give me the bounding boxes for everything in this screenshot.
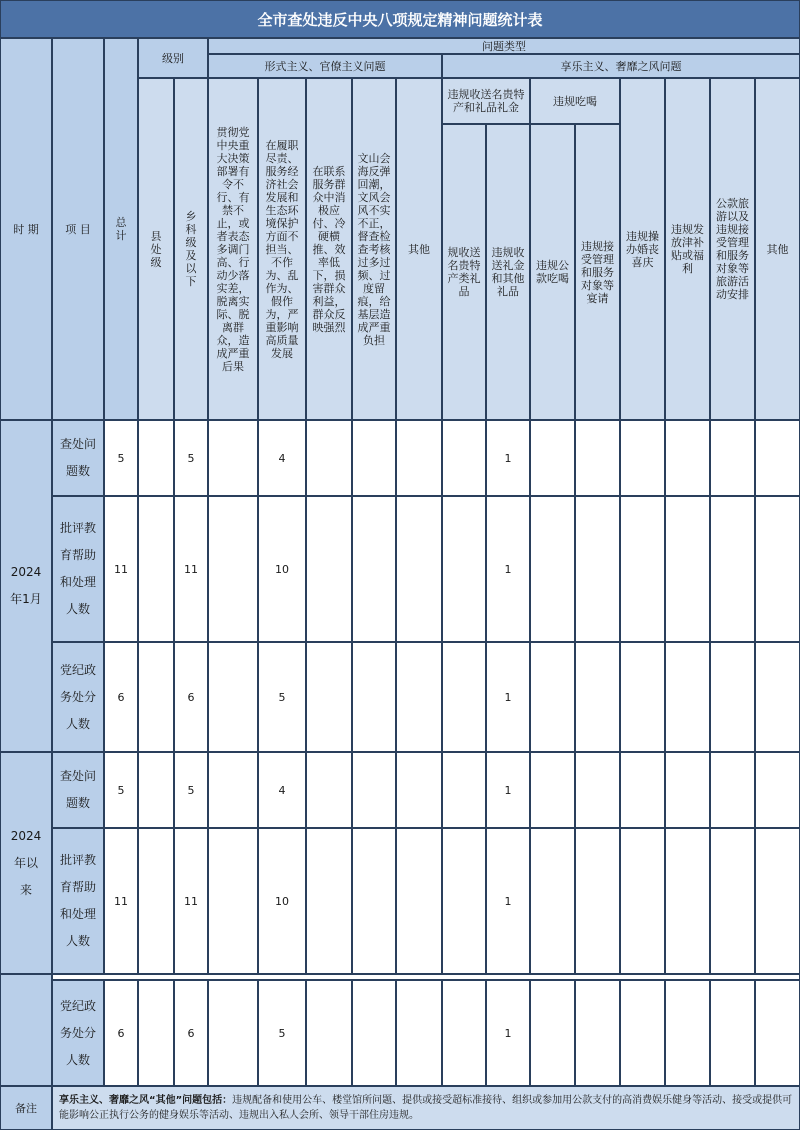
header-hedonism-5-text: 公款旅游以及违规接受管理和服务对象等旅游活动安排 — [716, 197, 749, 301]
cell-township — [174, 420, 208, 496]
table-cell — [396, 496, 442, 642]
table-cell — [306, 980, 352, 1086]
row-item-label-text: 查处问题数 — [60, 769, 97, 810]
header-dining-2 — [575, 124, 620, 420]
note-text — [59, 1093, 793, 1123]
header-hedonism — [442, 54, 800, 78]
table-cell — [710, 980, 755, 1086]
table-cell — [665, 828, 710, 974]
table-cell — [575, 752, 620, 828]
cell-total-text: 5 — [117, 451, 125, 465]
table-cell-text: 1 — [504, 1026, 512, 1040]
header-formalism-text: 形式主义、官僚主义问题 — [264, 59, 386, 73]
header-total — [104, 38, 138, 420]
header-hedonism-3 — [620, 78, 665, 420]
table-cell — [442, 496, 486, 642]
header-period-text: 时 期 — [13, 222, 39, 236]
table-cell — [208, 752, 258, 828]
header-hedonism-4-text: 违规发放津补贴或福利 — [671, 223, 704, 275]
header-hedonism-3-text: 违规操办婚丧喜庆 — [626, 229, 659, 269]
table-cell — [352, 642, 396, 752]
header-county-text: 县处级 — [150, 229, 162, 269]
table-cell-text: 1 — [504, 690, 512, 704]
header-formalism-1-text: 贯彻党中央重大决策部署有令不行、有禁不止，或者表态多调门高、行动少落实差，脱离实际、脱离群众，造成严重后果 — [216, 125, 250, 373]
cell-township — [174, 496, 208, 642]
table-title — [0, 0, 800, 38]
header-formalism-5-text: 其他 — [408, 242, 430, 256]
header-formalism-1 — [208, 78, 258, 420]
cell-township-text: 5 — [187, 451, 195, 465]
table-cell — [208, 642, 258, 752]
period-label — [0, 420, 52, 752]
table-cell — [258, 642, 306, 752]
table-cell-text: 1 — [504, 894, 512, 908]
table-cell — [620, 496, 665, 642]
row-item-label — [52, 496, 104, 642]
table-cell — [755, 642, 800, 752]
cell-township — [174, 642, 208, 752]
table-cell-text: 1 — [504, 451, 512, 465]
header-dining-group — [530, 78, 620, 124]
table-cell — [710, 752, 755, 828]
cell-township — [174, 752, 208, 828]
table-cell — [352, 828, 396, 974]
cell-township-text: 5 — [187, 783, 195, 797]
row-item-label-text: 查处问题数 — [60, 437, 97, 478]
table-cell — [352, 752, 396, 828]
table-cell — [306, 752, 352, 828]
cell-total — [104, 752, 138, 828]
table-cell — [486, 496, 530, 642]
table-cell-text: 4 — [278, 451, 286, 465]
table-cell — [442, 828, 486, 974]
header-gift-2 — [486, 124, 530, 420]
cell-total — [104, 420, 138, 496]
table-cell — [306, 828, 352, 974]
header-dining-1-text: 违规公款吃喝 — [536, 259, 569, 285]
table-cell — [575, 642, 620, 752]
table-cell-text: 5 — [278, 1026, 286, 1040]
header-dining-1 — [530, 124, 575, 420]
cell-township-text: 6 — [187, 1026, 195, 1040]
header-item-text: 项 目 — [65, 222, 91, 236]
table-cell — [442, 420, 486, 496]
header-period — [0, 38, 52, 420]
row-item-label — [52, 828, 104, 974]
table-cell — [620, 980, 665, 1086]
table-cell — [208, 980, 258, 1086]
table-cell-text: 10 — [275, 894, 289, 908]
row-item-label — [52, 752, 104, 828]
header-county — [138, 78, 174, 420]
table-cell — [352, 980, 396, 1086]
cell-township-text: 6 — [187, 690, 195, 704]
table-cell — [710, 828, 755, 974]
table-cell — [530, 828, 575, 974]
header-item — [52, 38, 104, 420]
header-formalism-2 — [258, 78, 306, 420]
header-hedonism-text: 享乐主义、奢靡之风问题 — [560, 59, 682, 73]
table-cell — [396, 980, 442, 1086]
header-formalism-3 — [306, 78, 352, 420]
table-cell-text: 10 — [275, 562, 289, 576]
table-cell — [396, 752, 442, 828]
table-cell — [352, 420, 396, 496]
row-item-label-text: 批评教育帮助和处理人数 — [60, 853, 97, 948]
table-cell — [575, 980, 620, 1086]
table-cell — [306, 496, 352, 642]
header-formalism-4-text: 文山会海反弹回潮，文风会风不实不正，督查检查考核过多过频、过度留痕，给基层造成严重负担 — [357, 151, 391, 347]
cell-county — [138, 828, 174, 974]
period-label — [0, 752, 52, 974]
cell-total-text: 6 — [117, 1026, 125, 1040]
table-cell — [486, 420, 530, 496]
table-cell-text: 1 — [504, 562, 512, 576]
table-cell — [620, 420, 665, 496]
table-cell — [710, 496, 755, 642]
table-cell — [575, 828, 620, 974]
table-cell — [486, 752, 530, 828]
header-gift-2-text: 违规收送礼金和其他礼品 — [491, 246, 525, 298]
table-cell — [396, 828, 442, 974]
cell-township-text: 11 — [184, 562, 198, 576]
table-cell — [665, 496, 710, 642]
table-cell — [258, 420, 306, 496]
header-gift-1 — [442, 124, 486, 420]
header-township — [174, 78, 208, 420]
table-cell — [258, 828, 306, 974]
table-cell — [258, 496, 306, 642]
header-gift-group — [442, 78, 530, 124]
cell-township — [174, 980, 208, 1086]
table-cell — [620, 752, 665, 828]
table-title-text: 全市查处违反中央八项规定精神问题统计表 — [257, 10, 543, 29]
table-cell-text: 1 — [504, 783, 512, 797]
header-dining-2-text: 违规接受管理和服务对象等宴请 — [581, 239, 614, 305]
table-cell — [710, 420, 755, 496]
header-level — [138, 38, 208, 78]
table-cell — [665, 420, 710, 496]
table-cell — [755, 752, 800, 828]
note-body: 违规配备和使用公车、楼堂馆所问题、提供或接受超标准接待、组织或参加用公款支付的高消费娱乐健身等活动、接受或提供可能影响公正执行公务的健身娱乐等活动、违规出入私人会所、领导干部住房违规。 — [59, 1095, 793, 1121]
note-label — [0, 1086, 52, 1130]
table-cell — [442, 752, 486, 828]
header-formalism-2-text: 在履职尽责、服务经济社会发展和生态环境保护方面不担当、不作为、乱作为、假作为，严重影响高质量发展 — [265, 138, 299, 360]
header-hedonism-6-text: 其他 — [766, 242, 789, 256]
table-cell — [486, 980, 530, 1086]
table-cell — [486, 642, 530, 752]
cell-township-text: 11 — [184, 894, 198, 908]
cell-total-text: 11 — [114, 894, 128, 908]
header-gift-group-text: 违规收送名贵特产和礼品礼金 — [447, 88, 525, 114]
table-cell — [306, 420, 352, 496]
cell-total-text: 11 — [114, 562, 128, 576]
table-cell-text: 5 — [278, 690, 286, 704]
table-cell — [208, 496, 258, 642]
table-cell — [575, 496, 620, 642]
table-cell — [665, 642, 710, 752]
header-dining-group-text: 违规吃喝 — [553, 94, 597, 108]
table-cell — [530, 980, 575, 1086]
cell-total — [104, 828, 138, 974]
cell-county — [138, 642, 174, 752]
cell-total-text: 6 — [117, 690, 125, 704]
table-cell — [486, 828, 530, 974]
note-content — [52, 1086, 800, 1130]
cell-total — [104, 980, 138, 1086]
table-cell — [396, 420, 442, 496]
table-cell — [575, 420, 620, 496]
header-formalism — [208, 54, 442, 78]
table-cell — [665, 980, 710, 1086]
note-lead: 享乐主义、奢靡之风“其他”问题包括： — [59, 1095, 233, 1106]
table-cell-text: 4 — [278, 783, 286, 797]
period-label-text: 2024年1月 — [10, 565, 42, 606]
table-cell — [665, 752, 710, 828]
cell-total — [104, 642, 138, 752]
period-label-continued — [0, 974, 52, 1086]
period-label-text: 2024年以来 — [10, 828, 42, 897]
table-cell — [208, 420, 258, 496]
note-label-text: 备注 — [15, 1102, 37, 1115]
header-formalism-3-text: 在联系服务群众中消极应付、冷硬横推、效率低下，损害群众利益，群众反映强烈 — [312, 164, 346, 334]
table-cell — [442, 980, 486, 1086]
table-cell — [620, 828, 665, 974]
cell-county — [138, 980, 174, 1086]
cell-county — [138, 752, 174, 828]
header-hedonism-5 — [710, 78, 755, 420]
table-cell — [755, 496, 800, 642]
cell-total — [104, 496, 138, 642]
cell-county — [138, 420, 174, 496]
table-cell — [396, 642, 442, 752]
header-level-text: 级别 — [162, 51, 184, 65]
table-cell — [352, 496, 396, 642]
row-item-label-text: 党纪政务处分人数 — [60, 998, 97, 1067]
header-problem-type-text: 问题类型 — [482, 39, 526, 53]
cell-county — [138, 496, 174, 642]
table-cell — [755, 828, 800, 974]
table-cell — [442, 642, 486, 752]
table-cell — [208, 828, 258, 974]
header-formalism-4 — [352, 78, 396, 420]
row-item-label-text: 批评教育帮助和处理人数 — [60, 521, 97, 616]
cell-total-text: 5 — [117, 783, 125, 797]
row-item-label — [52, 642, 104, 752]
table-cell — [258, 752, 306, 828]
table-cell — [755, 980, 800, 1086]
table-cell — [530, 642, 575, 752]
header-formalism-5 — [396, 78, 442, 420]
header-total-text: 总计 — [115, 216, 127, 242]
table-cell — [258, 980, 306, 1086]
header-gift-1-text: 规收送名贵特产类礼品 — [447, 246, 481, 298]
header-hedonism-4 — [665, 78, 710, 420]
table-cell — [306, 642, 352, 752]
cell-township — [174, 828, 208, 974]
row-item-label — [52, 980, 104, 1086]
table-cell — [620, 642, 665, 752]
table-cell — [755, 420, 800, 496]
row-item-label-text: 党纪政务处分人数 — [60, 662, 97, 731]
row-gap — [52, 974, 800, 980]
header-hedonism-6 — [755, 78, 800, 420]
table-cell — [530, 420, 575, 496]
table-cell — [530, 752, 575, 828]
table-cell — [710, 642, 755, 752]
header-township-text: 乡科级及以下 — [185, 210, 197, 288]
header-problem-type — [208, 38, 800, 54]
row-item-label — [52, 420, 104, 496]
table-cell — [530, 496, 575, 642]
